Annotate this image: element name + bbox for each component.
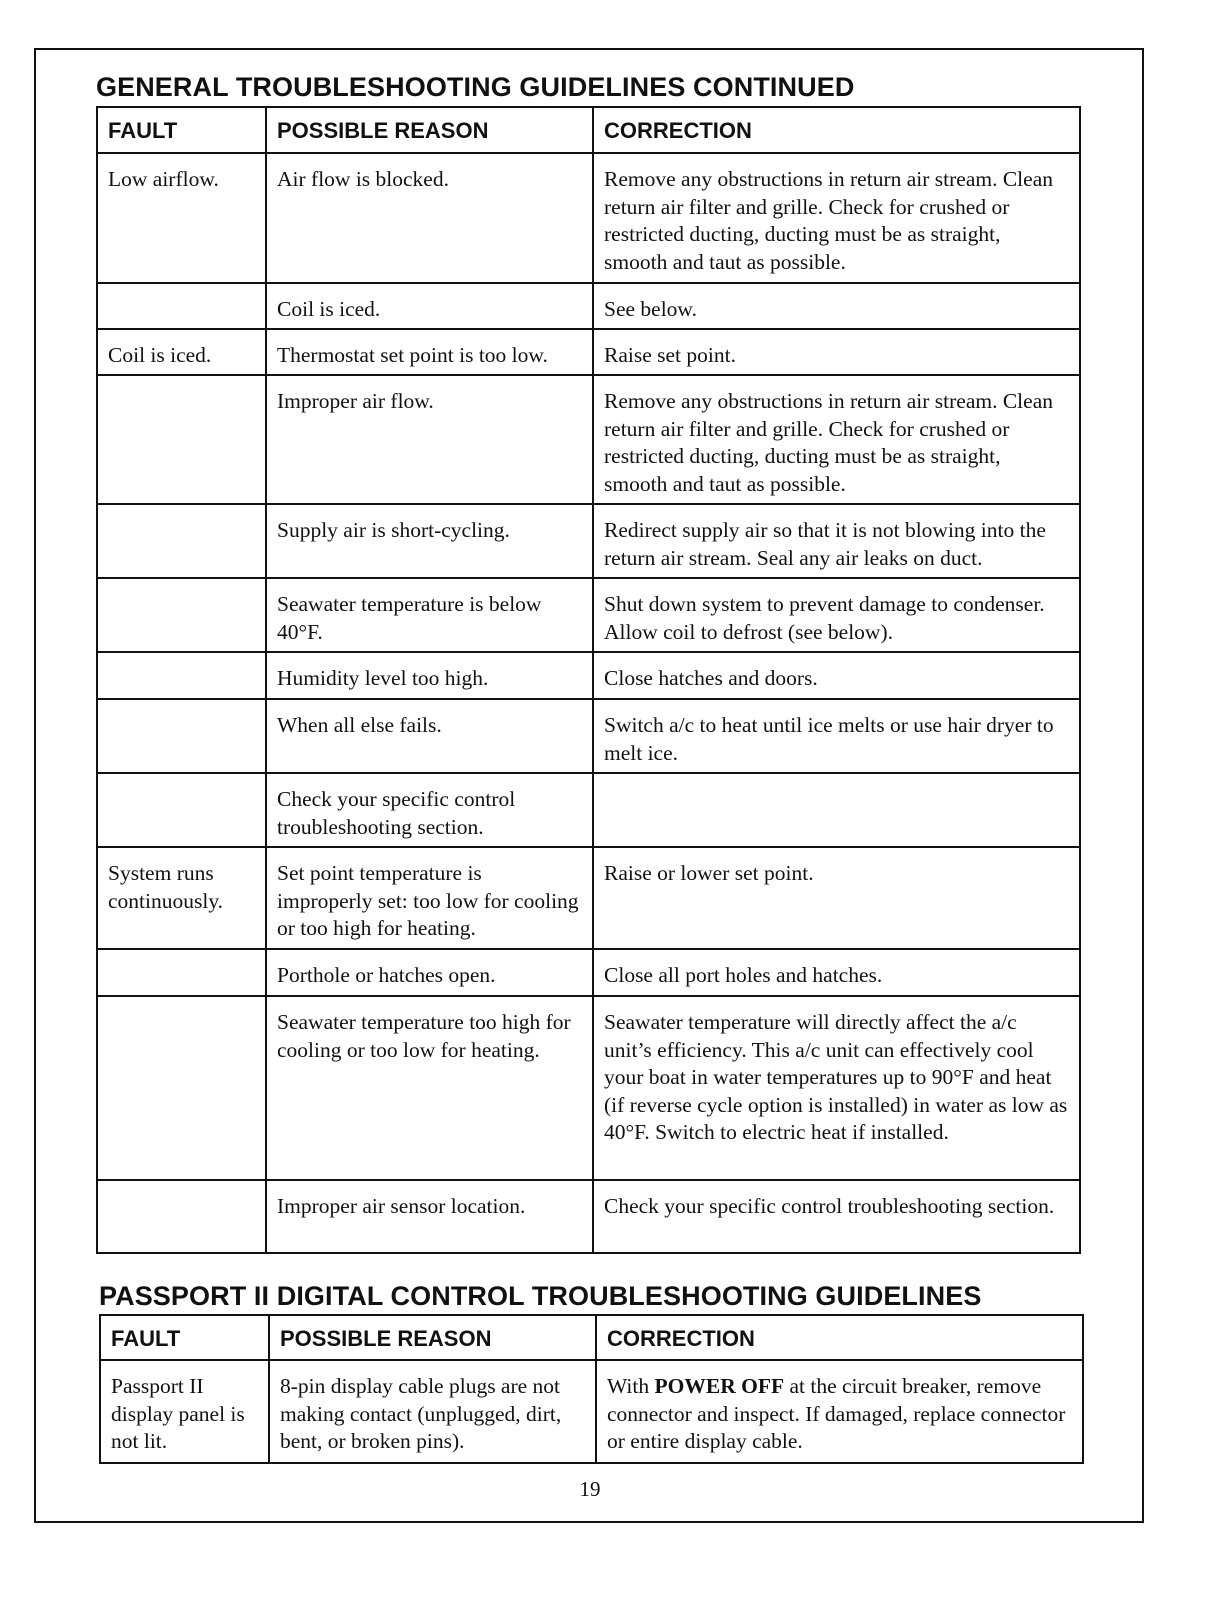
table-row [97, 283, 1080, 329]
table-row [97, 652, 1080, 699]
header-possible-reason: POSSIBLE REASON [269, 1315, 596, 1360]
correction-cell: Switch a/c to heat until ice melts or use hair dryer to melt ice. [593, 699, 1080, 773]
passport-troubleshooting-table [99, 1314, 1084, 1464]
table-header-row [100, 1315, 1083, 1360]
correction-cell [593, 773, 1080, 847]
section-title-general: GENERAL TROUBLESHOOTING GUIDELINES CONTINUED [96, 72, 855, 102]
table-row [100, 1360, 1083, 1463]
correction-text-start: With [607, 1374, 655, 1398]
reason-cell: Coil is iced. [266, 283, 593, 329]
table-row [97, 153, 1080, 283]
fault-cell [97, 996, 266, 1180]
header-fault: FAULT [97, 107, 266, 153]
fault-cell [97, 949, 266, 996]
table-row [97, 949, 1080, 996]
fault-cell: Passport II display panel is not lit. [100, 1360, 269, 1463]
correction-cell: See below. [593, 283, 1080, 329]
header-correction: CORRECTION [596, 1315, 1083, 1360]
table-row [97, 504, 1080, 578]
correction-cell: Raise or lower set point. [593, 847, 1080, 949]
reason-cell: Set point temperature is improperly set: too low for cooling or too high for heating. [266, 847, 593, 949]
fault-cell [97, 773, 266, 847]
table-row [97, 1180, 1080, 1253]
table-row [97, 578, 1080, 652]
reason-cell: Thermostat set point is too low. [266, 329, 593, 375]
correction-cell: Close hatches and doors. [593, 652, 1080, 699]
reason-cell: When all else fails. [266, 699, 593, 773]
correction-cell: Remove any obstructions in return air stream. Clean return air filter and grille. Check for crushed or restricted ducting, ducting must be as straight, smooth and taut as possible. [593, 375, 1080, 504]
reason-cell: Check your specific control troubleshooting section. [266, 773, 593, 847]
power-off-emphasis: POWER OFF [654, 1374, 785, 1398]
correction-cell: Check your specific control troubleshooting section. [593, 1180, 1080, 1253]
fault-cell [97, 578, 266, 652]
fault-cell [97, 283, 266, 329]
general-troubleshooting-table [96, 106, 1081, 1254]
table-row [97, 375, 1080, 504]
header-fault: FAULT [100, 1315, 269, 1360]
correction-cell: Shut down system to prevent damage to condenser. Allow coil to defrost (see below). [593, 578, 1080, 652]
table-row [97, 996, 1080, 1180]
reason-cell: 8-pin display cable plugs are not making contact (unplugged, dirt, bent, or broken pins). [269, 1360, 596, 1463]
correction-cell: Remove any obstructions in return air stream. Clean return air filter and grille. Check for crushed or restricted ducting, ducting must be as straight, smooth and taut as possible. [593, 153, 1080, 283]
correction-cell: Close all port holes and hatches. [593, 949, 1080, 996]
table-row [97, 847, 1080, 949]
fault-cell [97, 1180, 266, 1253]
correction-cell: Raise set point. [593, 329, 1080, 375]
table-row [97, 773, 1080, 847]
fault-cell: System runs continuously. [97, 847, 266, 949]
correction-cell [596, 1360, 1083, 1463]
reason-cell: Air flow is blocked. [266, 153, 593, 283]
correction-cell: Seawater temperature will directly affect the a/c unit’s efficiency. This a/c unit can effectively cool your boat in water temperatures up to 90°F and heat (if reverse cycle option is installed) in water as low as 40°F. Switch to electric heat if installed. [593, 996, 1080, 1180]
reason-cell: Supply air is short-cycling. [266, 504, 593, 578]
table-row [97, 329, 1080, 375]
header-correction: CORRECTION [593, 107, 1080, 153]
fault-cell [97, 504, 266, 578]
reason-cell: Porthole or hatches open. [266, 949, 593, 996]
section-title-passport: PASSPORT II DIGITAL CONTROL TROUBLESHOOTING GUIDELINES [99, 1281, 982, 1311]
reason-cell: Humidity level too high. [266, 652, 593, 699]
fault-cell [97, 652, 266, 699]
correction-text-end: at the circuit breaker, remove connector and inspect. If damaged, replace connector or entire display cable. [607, 1374, 1066, 1453]
page-number: 19 [579, 1477, 601, 1501]
fault-cell [97, 699, 266, 773]
header-possible-reason: POSSIBLE REASON [266, 107, 593, 153]
fault-cell: Coil is iced. [97, 329, 266, 375]
correction-cell: Redirect supply air so that it is not blowing into the return air stream. Seal any air leaks on duct. [593, 504, 1080, 578]
fault-cell [97, 375, 266, 504]
reason-cell: Seawater temperature is below 40°F. [266, 578, 593, 652]
table-header-row [97, 107, 1080, 153]
reason-cell: Seawater temperature too high for cooling or too low for heating. [266, 996, 593, 1180]
reason-cell: Improper air sensor location. [266, 1180, 593, 1253]
reason-cell: Improper air flow. [266, 375, 593, 504]
table-row [97, 699, 1080, 773]
fault-cell: Low airflow. [97, 153, 266, 283]
